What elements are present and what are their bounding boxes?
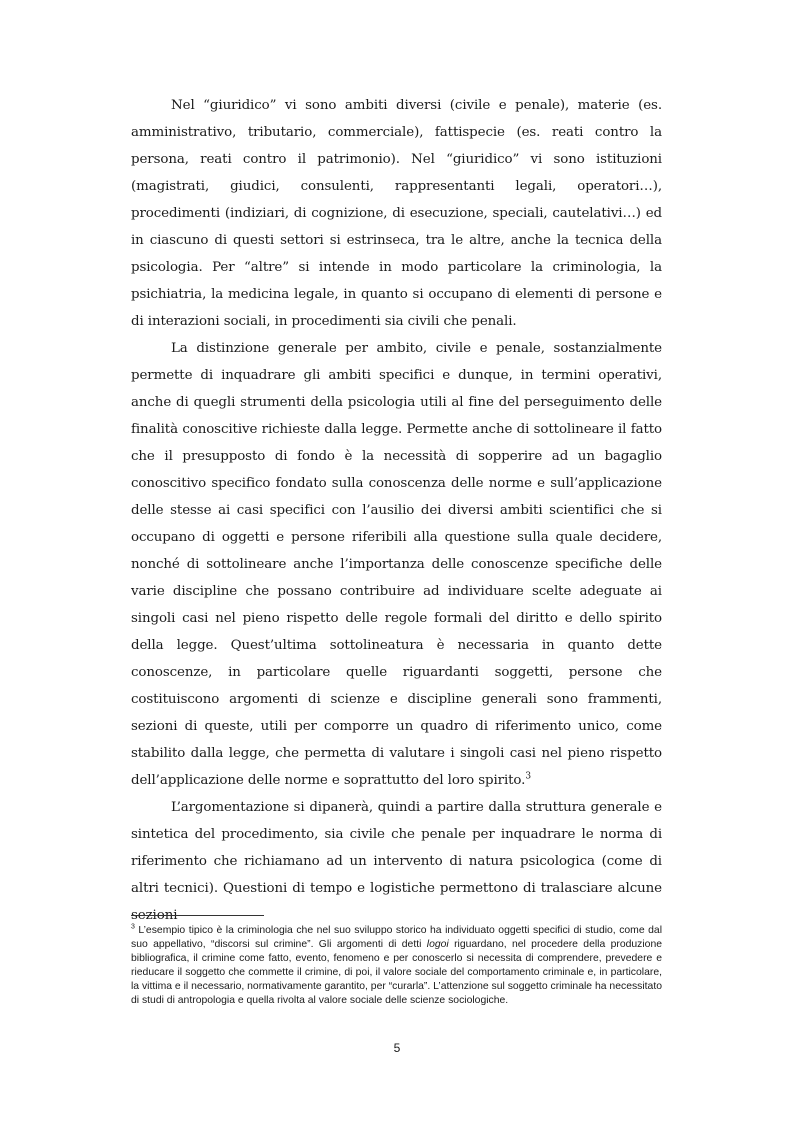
footnote-text-start: L’esempio tipico è la criminologia che nel suo sviluppo storico ha individuato oggetti specifici di studio, come dal suo appellativo, “discorsi sul crimine”. Gli argomenti di detti	[131, 925, 662, 951]
footnote-italic-term: logoi	[426, 939, 449, 951]
footnote	[131, 924, 662, 1009]
footnote-text-end: riguardano, nel procedere della produzione bibliografica, il crimine come fatto, evento, fenomeno e per conoscerlo si necessita di comprendere, prevedere e rieducare il soggetto che commette il crimine, di poi, il valore sociale del comportamento criminale e, in particolare, la vittima e il necessario, normativamente garantito, per “curarla”. L’attenzione sul soggetto criminale ha necessitato di studi di antropologia e quella rivolta al valore sociale delle scienze sociologiche.	[131, 939, 662, 1007]
paragraph-2-text: La distinzione generale per ambito, civile e penale, sostanzialmente permette di inquadrare gli ambiti specifici e dunque, in termini operativi, anche di quegli strumenti della psicologia utili al fine del perseguimento delle finalità conoscitive richieste dalla legge. Permette anche di sottolineare il fatto che il presupposto di fondo è la necessità di sopperire ad un bagaglio conoscitivo specifico fondato sulla conoscenza delle norme e sull’applicazione delle stesse ai casi specifici con l’ausilio dei diversi ambiti scientifici che si occupano di oggetti e persone riferibili alla questione sulla quale decidere, nonché di sottolineare anche l’importanza delle conoscenze specifiche delle varie discipline che possano contribuire ad individuare scelte adeguate ai singoli casi nel pieno rispetto delle regole formali del diritto e dello spirito della legge. Quest’ultima sottolineatura è necessaria in quanto dette conoscenze, in particolare quelle riguardanti soggetti, persone che costituiscono argomenti di scienze e discipline generali sono frammenti, sezioni di queste, utili per comporre un quadro di riferimento unico, come stabilito dalla legge, che permetta di valutare i singoli casi nel pieno rispetto dell’applicazione delle norme e soprattutto del loro spirito.	[131, 341, 662, 788]
page-number: 5	[393, 1041, 401, 1055]
footnote-marker: 3	[131, 923, 135, 931]
paragraph-2	[131, 335, 662, 794]
paragraph-1: Nel “giuridico” vi sono ambiti diversi (civile e penale), materie (es. amministrativo, tributario, commerciale), fattispecie (es. reati contro la persona, reati contro il patrimonio). Nel “giuridico” vi sono istituzioni (magistrati, giudici, consulenti, rappresentanti legali, operatori…), procedimenti (indiziari, di cognizione, di esecuzione, speciali, cautelativi…) ed in ciascuno di questi settori si estrinseca, tra le altre, anche la tecnica della psicologia. Per “altre” si intende in modo particolare la criminologia, la psichiatria, la medicina legale, in quanto si occupano di elementi di persone e di interazioni sociali, in procedimenti sia civili che penali.	[131, 98, 662, 329]
footnote-reference[interactable]: 3	[525, 771, 531, 782]
footnote-separator	[131, 915, 264, 916]
paragraph-3: L’argomentazione si dipanerà, quindi a partire dalla struttura generale e sintetica del procedimento, sia civile che penale per inquadrare le norma di riferimento che richiamano ad un intervento di natura psicologica (come di altri tecnici). Questioni di tempo e logistiche permettono di tralasciare alcune sezioni	[131, 800, 662, 923]
body-text	[131, 92, 662, 929]
